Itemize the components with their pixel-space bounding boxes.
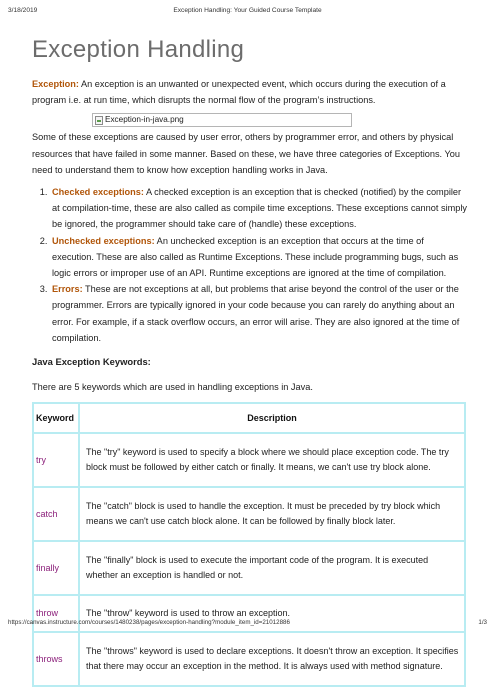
keywords-heading: Java Exception Keywords:	[32, 356, 151, 368]
print-header	[8, 7, 487, 19]
keyword-throws: throws	[33, 632, 79, 686]
description-throws: The "throws" keyword is used to declare exceptions. It doesn't throw an exception. It specifies that there may occur an exception in the method. It is always used with method signature.	[79, 632, 465, 686]
header-description: Description	[79, 403, 465, 433]
table-header-row	[33, 403, 465, 433]
intro-text: An exception is an unwanted or unexpected event, which occurs during the execution of a program i.e. at run time, which disrupts the normal flow of the program’s instructions.	[32, 79, 446, 106]
intro-paragraph	[32, 76, 468, 108]
keyword-finally: finally	[33, 541, 79, 595]
errors-text: These are not exceptions at all, but problems that arise beyond the control of the user or the programmer. Errors are typically ignored in your code because you can rarely do anything about an error. For example, if a stack overflow occurs, an error will arise. They are also ignored at the time of compilation.	[52, 284, 460, 343]
table-row	[33, 541, 465, 595]
page-title: Exception Handling	[32, 36, 245, 63]
keywords-intro: There are 5 keywords which are used in handling exceptions in Java.	[32, 382, 313, 393]
list-item	[50, 184, 468, 233]
print-url: https://canvas.instructure.com/courses/1480238/pages/exception-handling?module_item_id=21012886	[8, 619, 290, 626]
description-finally: The "finally" block is used to execute the important code of the program. It is executed whether an exception is handled or not.	[79, 541, 465, 595]
list-item	[50, 233, 468, 282]
print-page-title: Exception Handling: Your Guided Course Template	[173, 7, 322, 14]
keyword-throw: throw	[33, 595, 79, 632]
keyword-catch: catch	[33, 487, 79, 541]
checked-text: A checked exception is an exception that is checked (notified) by the compiler at compilation-time, these are also called as compile time exceptions. These exceptions cannot simply be ignored, the programmer should take care of (handle) these exceptions.	[52, 187, 468, 230]
exception-types-list	[32, 184, 468, 346]
print-date: 3/18/2019	[8, 7, 38, 14]
print-footer	[8, 619, 487, 629]
unchecked-term: Unchecked exceptions:	[52, 235, 155, 246]
keywords-table	[32, 402, 466, 687]
exception-term: Exception:	[32, 79, 79, 89]
keyword-try: try	[33, 433, 79, 487]
page-content	[32, 36, 468, 687]
broken-image	[92, 113, 352, 127]
unchecked-text: An unchecked exception is an exception that occurs at the time of execution. These are also called as Runtime Exceptions. These include programming bugs, such as logic errors or improper use of an API. Runtime exceptions are ignored at the time of compilation.	[52, 235, 459, 279]
table-row	[33, 632, 465, 686]
table-row	[33, 487, 465, 541]
description-try: The "try" keyword is used to specify a block where we should place exception code. The try block must be followed by either catch or finally. It means, we can't use try block alone.	[79, 433, 465, 487]
broken-image-icon	[95, 116, 103, 125]
image-alt-text: Exception-in-java.png	[105, 115, 184, 125]
table-row	[33, 433, 465, 487]
errors-term: Errors:	[52, 284, 83, 295]
list-item	[50, 281, 468, 346]
page-number: 1/3	[478, 619, 487, 626]
header-keyword: Keyword	[33, 403, 79, 433]
categories-paragraph: Some of these exceptions are caused by user error, others by programmer error, and others by physical resources that have failed in some manner. Based on these, we have three categories of Exceptions. You need to understand them to know how exception handling works in Java.	[32, 132, 460, 175]
description-catch: The "catch" block is used to handle the exception. It must be preceded by try block which means we can't use catch block alone. It can be followed by finally block later.	[79, 487, 465, 541]
description-throw: The "throw" keyword is used to throw an exception.	[79, 595, 465, 632]
checked-term: Checked exceptions:	[52, 187, 144, 198]
